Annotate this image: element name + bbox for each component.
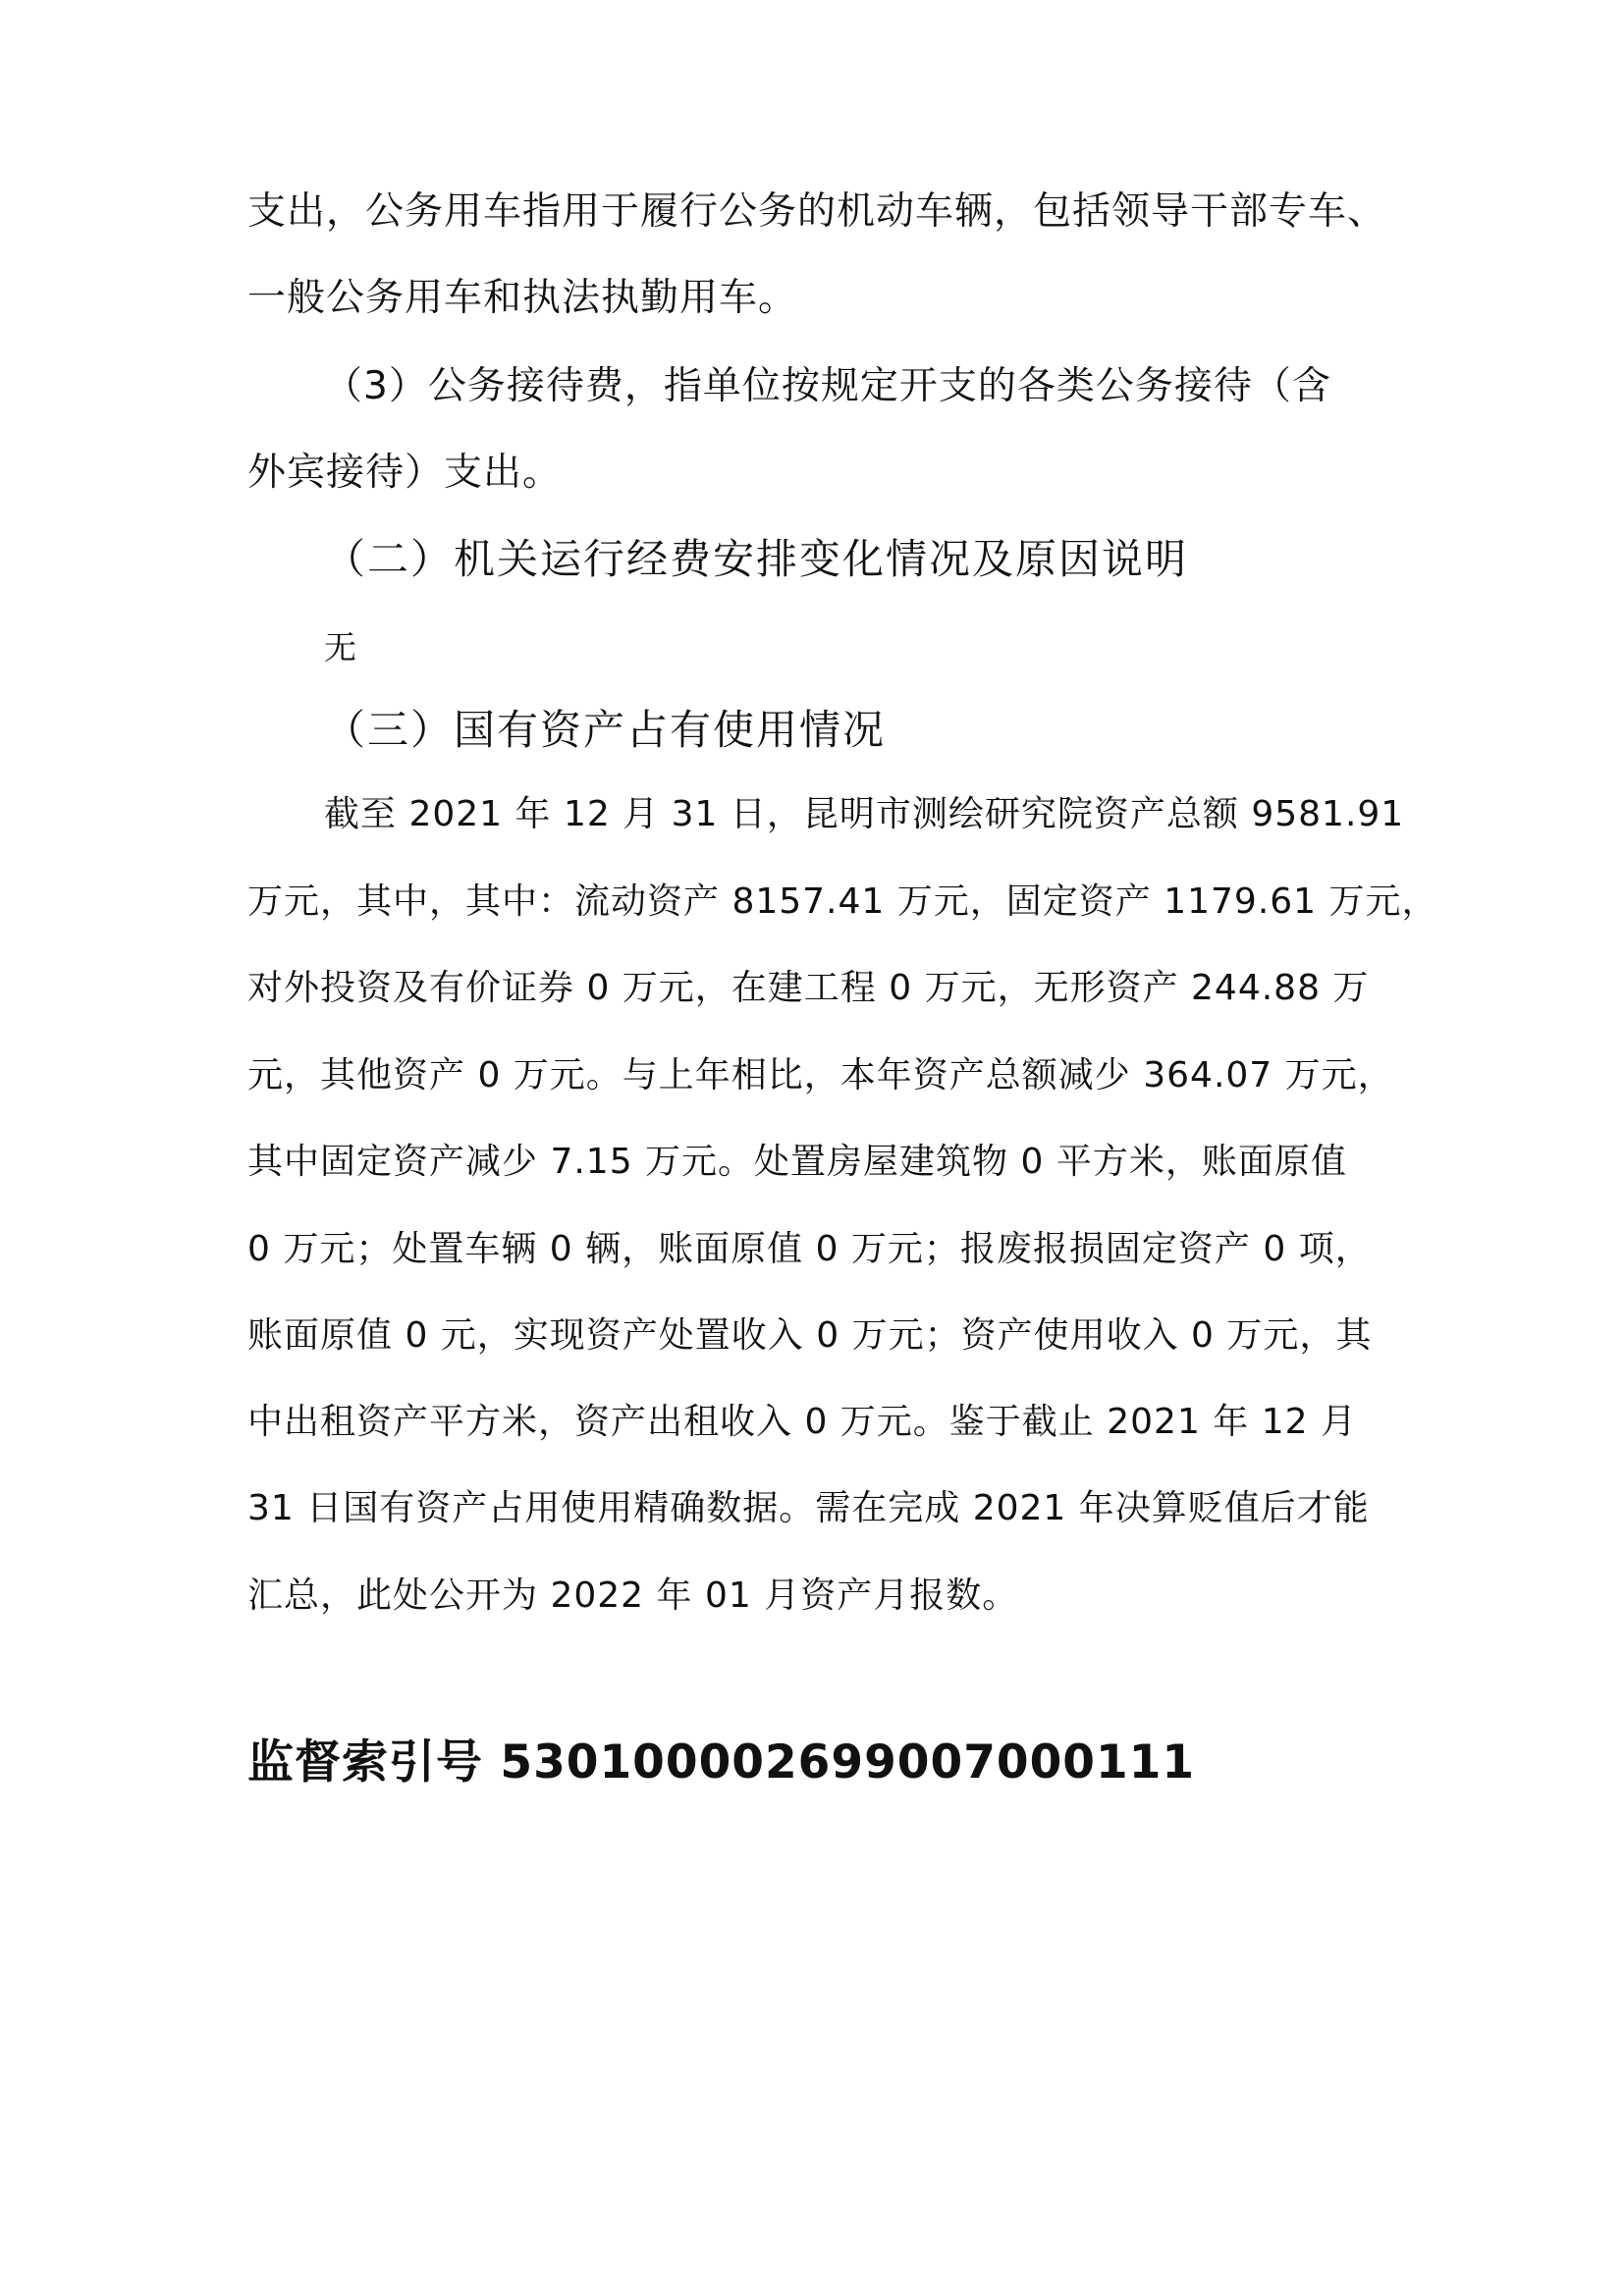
- paragraph-line-assets-4: 元，其他资产 0 万元。与上年相比，本年资产总额减少 364.07 万元，: [247, 1055, 1394, 1095]
- paragraph-line-assets-6: 0 万元；处置车辆 0 辆，账面原值 0 万元；报废报损固定资产 0 项，: [247, 1229, 1372, 1269]
- paragraph-line-reception-2: 外宾接待）支出。: [247, 451, 563, 495]
- section-heading-3: （三）国有资产占有使用情况: [324, 706, 887, 754]
- supervision-index: 监督索引号 530100002699007000111: [247, 1735, 1196, 1789]
- paragraph-line-assets-9: 31 日国有资产占用使用精确数据。需在完成 2021 年决算贬值后才能: [247, 1488, 1370, 1528]
- paragraph-line-assets-5: 其中固定资产减少 7.15 万元。处置房屋建筑物 0 平方米，账面原值: [247, 1142, 1347, 1182]
- paragraph-line-reception-1: （3）公务接待费，指单位按规定开支的各类公务接待（含: [324, 364, 1331, 408]
- paragraph-line-assets-7: 账面原值 0 元，实现资产处置收入 0 万元；资产使用收入 0 万元，其: [247, 1315, 1373, 1356]
- paragraph-line-assets-10: 汇总，此处公开为 2022 年 01 月资产月报数。: [247, 1575, 1019, 1616]
- paragraph-line-assets-8: 中出租资产平方米，资产出租收入 0 万元。鉴于截止 2021 年 12 月: [247, 1402, 1357, 1442]
- paragraph-line-vehicle-2: 一般公务用车和执法执勤用车。: [247, 276, 798, 320]
- section-heading-2: （二）机关运行经费安排变化情况及原因说明: [324, 535, 1189, 583]
- paragraph-line-assets-3: 对外投资及有价证券 0 万元，在建工程 0 万元，无形资产 244.88 万: [247, 968, 1370, 1008]
- paragraph-line-vehicle-1: 支出，公务用车指用于履行公务的机动车辆，包括领导干部专车、: [247, 189, 1387, 234]
- section-2-content: 无: [324, 628, 356, 667]
- paragraph-line-assets-2: 万元，其中，其中：流动资产 8157.41 万元，固定资产 1179.61 万元，: [247, 881, 1438, 922]
- paragraph-line-assets-1: 截至 2021 年 12 月 31 日，昆明市测绘研究院资产总额 9581.91: [324, 794, 1405, 834]
